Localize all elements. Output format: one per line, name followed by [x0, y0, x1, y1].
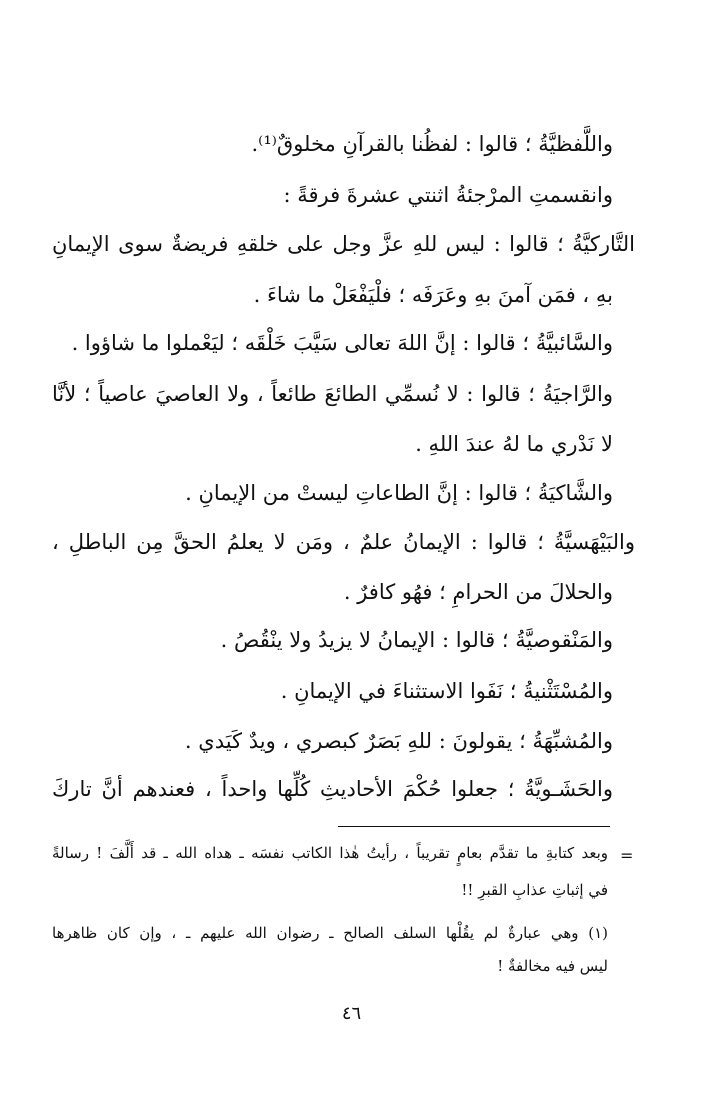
footnote-continuation-line-2: في إثباتِ عذابِ القبرِ !! [461, 881, 608, 899]
text-line-5: والسَّائبيَّةُ ؛ قالوا : إنَّ اللهَ تعالى سَيَّبَ خَلْقَه ؛ ليَعْملوا ما شاؤوا . [71, 331, 613, 355]
text-line-14: والحَشَـويَّةُ ؛ جعلوا حُكْمَ الأحاديثِ كُلِّها واحداً ، فعندهم أنَّ تاركَ [52, 777, 613, 801]
footnote-continuation-line-1: وبعد كتابةِ ما تقدَّم بعامٍ تقريباً ، رأيتُ هٰذا الكاتب نفسَه ـ هداه الله ـ قد أَلَّفَ ! رسالةً [52, 844, 608, 862]
footnote-1-line-1: (١) وهي عبارةٌ لم يقُلْها السلف الصالح ـ رضوان الله عليهم ـ ، وإن كان ظاهرها [52, 924, 608, 942]
text-line-12: والمُسْتَثْنيةُ ؛ نَفَوا الاستثناءَ في الإيمانِ . [280, 679, 613, 703]
text-line-13: والمُشبِّهَةُ ؛ يقولونَ : للهِ بَصَرٌ كبصري ، ويدٌ كَيَدي . [184, 729, 613, 753]
text-line-7: لا نَدْري ما لهُ عندَ اللهِ . [415, 432, 613, 456]
text-line-10: والحلالَ من الحرامِ ؛ فهُو كافرٌ . [343, 580, 613, 604]
text-line-11: والمَنْقوصيَّةُ ؛ قالوا : الإيمانُ لا يزيدُ ولا ينْقُصُ . [220, 628, 613, 652]
text-line-3: التَّاركيَّةُ ؛ قالوا : ليس للهِ عزَّ وجل على خلقهِ فريضةٌ سوى الإيمانِ [52, 232, 635, 256]
text-line-2: وانقسمتِ المرْجئةُ اثنتي عشرةَ فرقةً : [283, 183, 613, 207]
footnote-1-line-2: ليس فيه مخالفةٌ ! [497, 957, 608, 975]
continuation-marker: = [620, 846, 634, 865]
page-number: ٤٦ [341, 1003, 362, 1024]
text-line-9: والبَيْهَسيَّةُ ؛ قالوا : الإيمانُ علمٌ ، ومَن لا يعلمُ الحقَّ مِن الباطلِ ، [52, 530, 635, 554]
text-line-6: والرَّاجيَةُ ؛ قالوا : لا نُسمِّي الطائعَ طائعاً ، ولا العاصيَ عاصياً ؛ لأنَّا [52, 382, 613, 406]
text-line-1: واللَّفظيَّةُ ؛ قالوا : لفظُنا بالقرآنِ مخلوقٌ⁽¹⁾. [251, 132, 613, 156]
text-line-4: بهِ ، فمَن آمنَ بهِ وعَرَفَه ؛ فلْيَفْعَلْ ما شاءَ . [253, 283, 613, 307]
footnote-separator [338, 826, 610, 827]
text-line-8: والشَّاكيَةُ ؛ قالوا : إنَّ الطاعاتِ ليستْ من الإيمانِ . [185, 481, 613, 505]
